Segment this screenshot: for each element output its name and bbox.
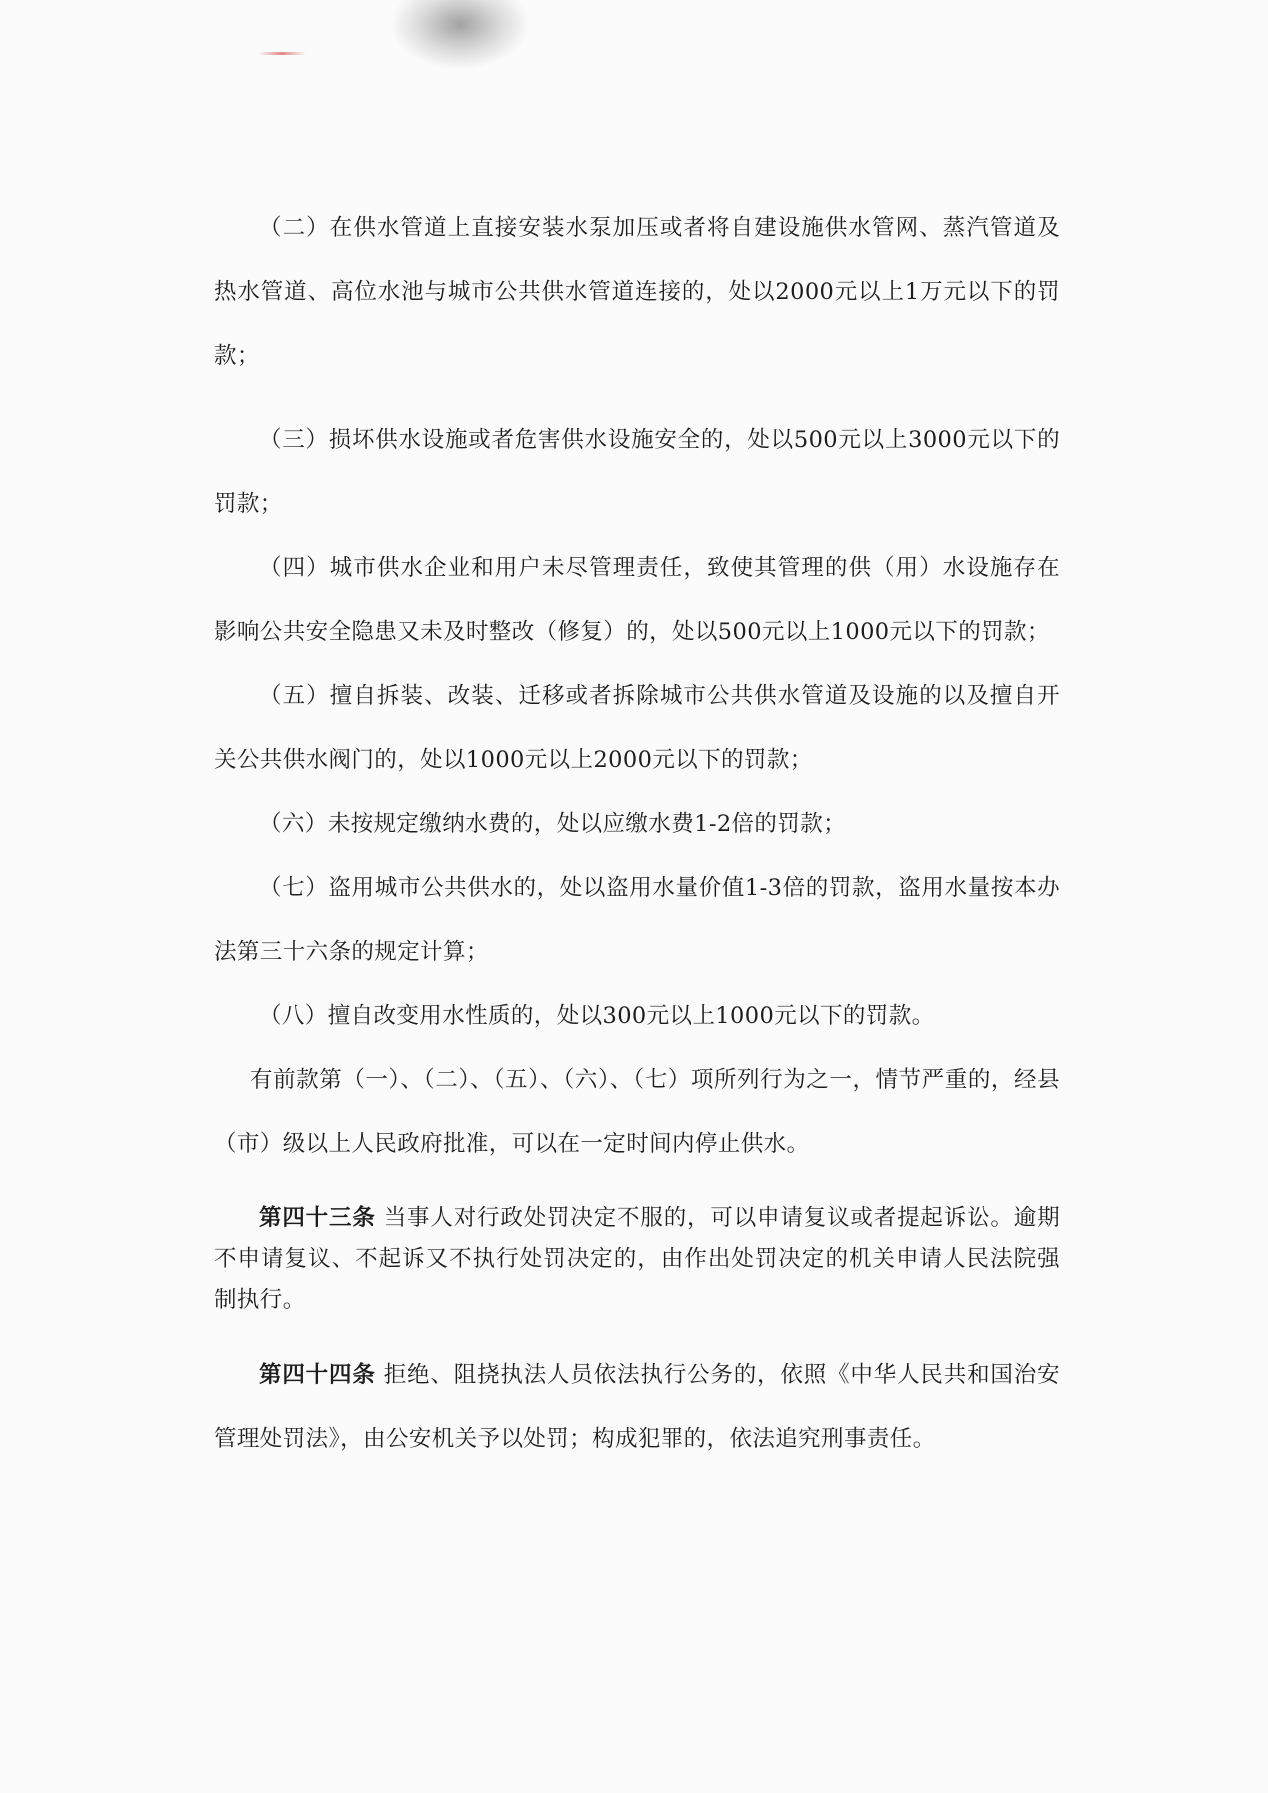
article-44 [214,1343,1060,1471]
clause-2: （二）在供水管道上直接安装水泵加压或者将自建设施供水管网、蒸汽管道及热水管道、高位水池与城市公共供水管道连接的，处以2000元以上1万元以下的罚款； [214,215,1060,369]
article-44-title: 第四十四条 [259,1362,376,1388]
clause-8: （八）擅自改变用水性质的，处以300元以上1000元以下的罚款。 [259,1003,935,1029]
red-ink-mark [258,52,306,55]
clause-3: （三）损坏供水设施或者危害供水设施安全的，处以500元以上3000元以下的罚款； [214,427,1060,517]
clause-7: （七）盗用城市公共供水的，处以盗用水量价值1-3倍的罚款，盗用水量按本办法第三十六条的规定计算； [214,875,1060,965]
document-body [214,196,1060,1471]
article-43-text: 当事人对行政处罚决定不服的，可以申请复议或者提起诉讼。逾期不申请复议、不起诉又不执行处罚决定的，由作出处罚决定的机关申请人民法院强制执行。 [214,1205,1060,1313]
clause-4: （四）城市供水企业和用户未尽管理责任，致使其管理的供（用）水设施存在影响公共安全隐患又未及时整改（修复）的，处以500元以上1000元以下的罚款； [214,555,1060,645]
clause-5: （五）擅自拆装、改装、迁移或者拆除城市公共供水管道及设施的以及擅自开关公共供水阀门的，处以1000元以上2000元以下的罚款； [214,683,1060,773]
article-43 [214,1198,1060,1321]
scan-smudge [390,0,530,70]
summary-paragraph: 有前款第（一）、（二）、（五）、（六）、（七）项所列行为之一，情节严重的，经县（市）级以上人民政府批准，可以在一定时间内停止供水。 [214,1067,1060,1157]
article-44-text: 拒绝、阻挠执法人员依法执行公务的，依照《中华人民共和国治安管理处罚法》，由公安机关予以处罚；构成犯罪的，依法追究刑事责任。 [214,1362,1060,1452]
article-43-title: 第四十三条 [259,1205,376,1231]
clause-6: （六）未按规定缴纳水费的，处以应缴水费1-2倍的罚款； [259,811,847,837]
